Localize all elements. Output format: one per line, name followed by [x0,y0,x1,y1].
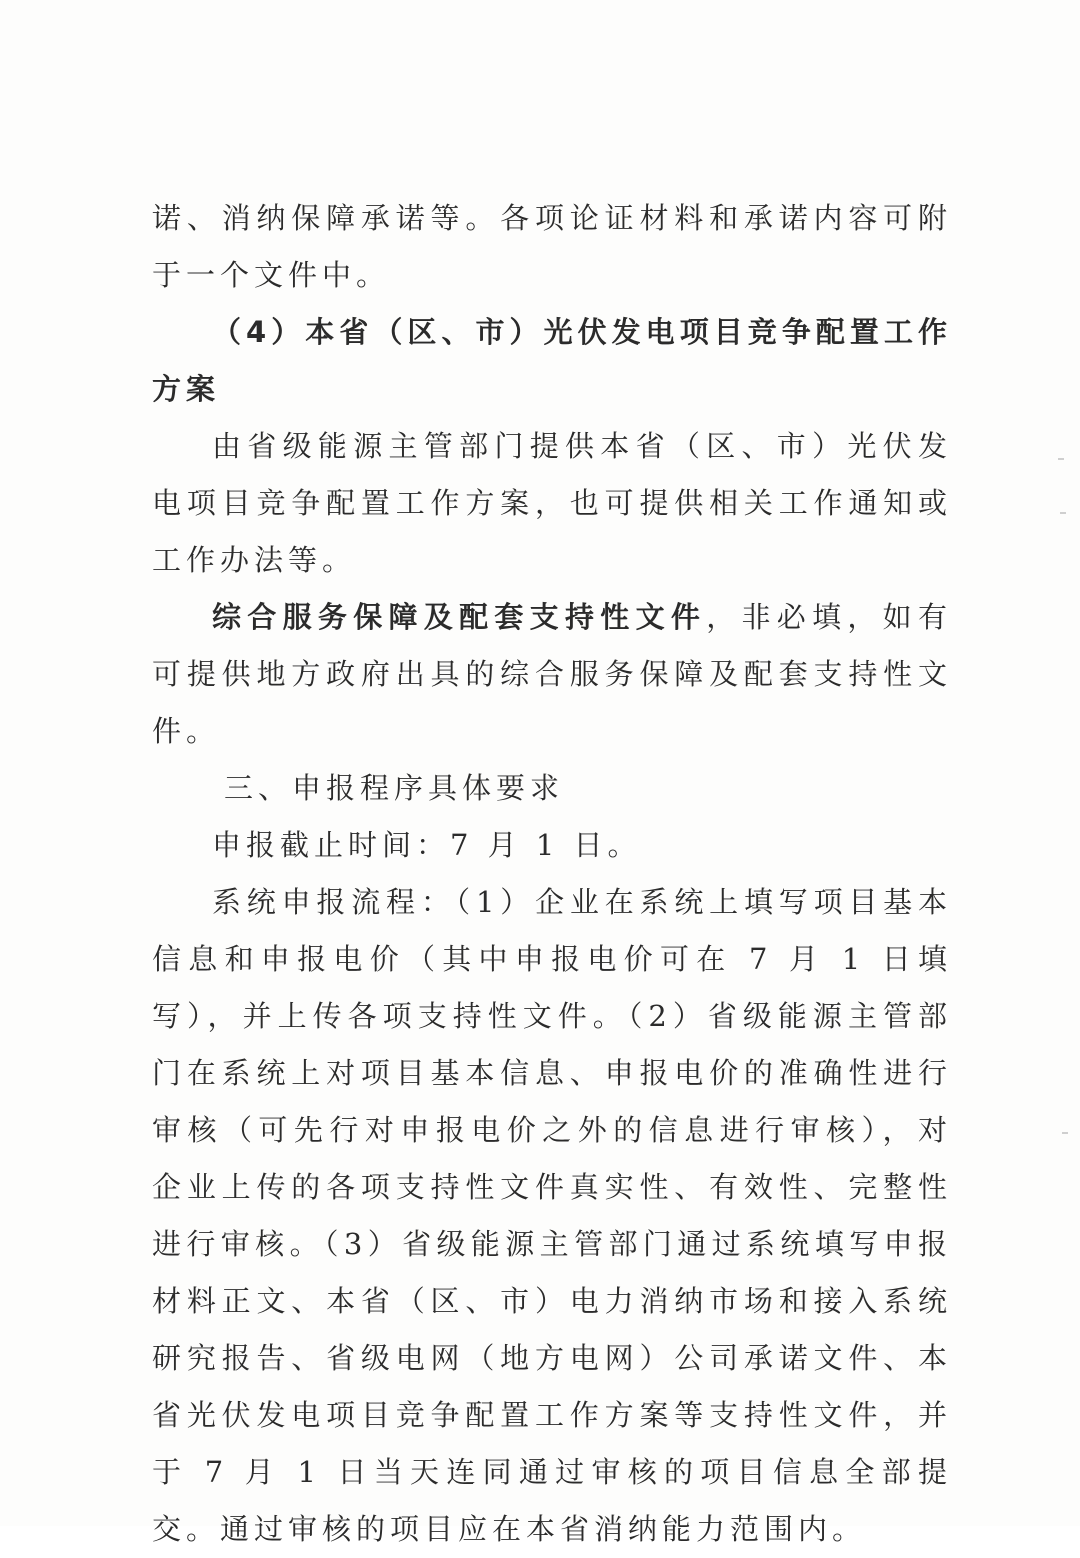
paragraph-commitments: 诺、消纳保障承诺等。各项论证材料和承诺内容可附于一个文件中。 [152,201,952,292]
scan-speck [1058,458,1064,460]
paragraph-support-files [152,589,952,760]
heading-provincial-plan: （4）本省（区、市）光伏发电项目竞争配置工作方案 [152,315,952,406]
paragraph-process: 系统申报流程：（1）企业在系统上填写项目基本信息和申报电价（其中申报电价可在 7 月 1 日填写），并上传各项支持性文件。（2）省级能源主管部门在系统上对项目基本信息、申报电价的准确性进行审核（可先行对申报电价之外的信息进行审核），对企业上传的各项支持性文件真实性、有效性、完整性进行审核。（3）省级能源主管部门通过系统填写申报材料正文、本省（区、市）电力消纳市场和接入系统研究报告、省级电网（地方电网）公司承诺文件、本省光伏发电项目竞争配置工作方案等支持性文件，并于 7 月 1 日当天连同通过审核的项目信息全部提交。通过审核的项目应在本省消纳能力范围内。 [152,885,952,1546]
paragraph-provincial-plan: 由省级能源主管部门提供本省（区、市）光伏发电项目竞争配置工作方案，也可提供相关工作通知或工作办法等。 [152,429,952,577]
scan-speck [1062,1132,1068,1134]
support-files-title: 综合服务保障及配套支持性文件 [212,600,707,634]
document-body [152,190,952,1558]
support-files-text: ，非必填，如有可提供地方政府出具的综合服务保障及配套支持性文件。 [152,600,952,748]
paragraph-deadline: 申报截止时间：7 月 1 日。 [212,828,642,862]
scan-speck [1060,512,1066,514]
section-title-procedure: 三、申报程序具体要求 [224,771,565,805]
